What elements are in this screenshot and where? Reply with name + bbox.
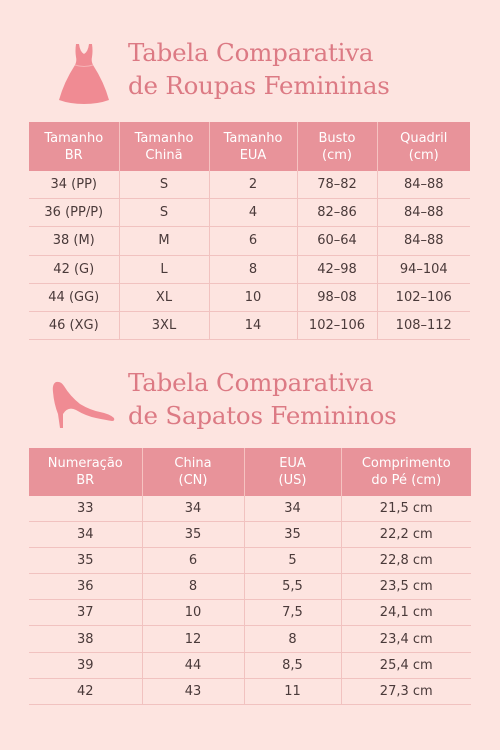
table-cell: 6 — [209, 227, 297, 255]
table-row — [29, 548, 471, 574]
table-cell: 42 — [29, 678, 142, 704]
table-cell: 84–88 — [377, 171, 470, 199]
clothes-header-br: Tamanho BR — [29, 122, 119, 171]
table-cell: 5,5 — [244, 574, 341, 600]
shoes-header-china: China (CN) — [142, 448, 244, 496]
table-cell: 46 (XG) — [29, 311, 119, 339]
table-cell: L — [119, 255, 209, 283]
table-row — [29, 311, 470, 339]
table-cell: 21,5 cm — [341, 496, 471, 522]
table-cell: 11 — [244, 678, 341, 704]
table-cell: 8 — [209, 255, 297, 283]
table-row — [29, 255, 470, 283]
table-cell: 35 — [142, 522, 244, 548]
table-cell: S — [119, 199, 209, 227]
table-cell: 38 (M) — [29, 227, 119, 255]
clothes-title — [128, 36, 390, 102]
table-row — [29, 199, 470, 227]
table-row — [29, 678, 471, 704]
clothes-header-quadril: Quadril (cm) — [377, 122, 470, 171]
table-cell: S — [119, 171, 209, 199]
shoes-header-numeracao: Numeração BR — [29, 448, 142, 496]
high-heel-shoe-icon — [50, 378, 116, 430]
table-cell: 36 — [29, 574, 142, 600]
table-row — [29, 574, 471, 600]
table-cell: 3XL — [119, 311, 209, 339]
clothes-header-china: Tamanho Chinã — [119, 122, 209, 171]
shoes-title-line2: de Sapatos Femininos — [128, 401, 397, 430]
clothes-title-line1: Tabela Comparativa — [128, 38, 374, 67]
table-cell: 78–82 — [297, 171, 377, 199]
table-cell: 5 — [244, 548, 341, 574]
table-cell: 23,5 cm — [341, 574, 471, 600]
table-cell: 6 — [142, 548, 244, 574]
table-cell: 8,5 — [244, 652, 341, 678]
table-cell: 22,2 cm — [341, 522, 471, 548]
table-cell: 98–08 — [297, 283, 377, 311]
table-cell: 34 — [244, 496, 341, 522]
dress-icon — [58, 42, 110, 104]
clothes-section-header — [0, 36, 500, 108]
table-cell: 102–106 — [297, 311, 377, 339]
table-cell: 37 — [29, 600, 142, 626]
table-row — [29, 496, 471, 522]
table-cell: 44 (GG) — [29, 283, 119, 311]
table-cell: 84–88 — [377, 199, 470, 227]
table-cell: 7,5 — [244, 600, 341, 626]
table-row — [29, 171, 470, 199]
table-cell: 12 — [142, 626, 244, 652]
table-cell: 23,4 cm — [341, 626, 471, 652]
table-cell: 34 (PP) — [29, 171, 119, 199]
table-cell: 34 — [142, 496, 244, 522]
table-cell: 8 — [142, 574, 244, 600]
table-cell: 14 — [209, 311, 297, 339]
table-cell: 39 — [29, 652, 142, 678]
table-cell: 42–98 — [297, 255, 377, 283]
shoes-header-eua: EUA (US) — [244, 448, 341, 496]
clothes-header-eua: Tamanho EUA — [209, 122, 297, 171]
table-row — [29, 652, 471, 678]
table-cell: 27,3 cm — [341, 678, 471, 704]
table-cell: 108–112 — [377, 311, 470, 339]
shoes-header-row — [29, 448, 471, 496]
table-cell: M — [119, 227, 209, 255]
table-row — [29, 227, 470, 255]
table-cell: 84–88 — [377, 227, 470, 255]
table-cell: 22,8 cm — [341, 548, 471, 574]
clothes-title-line2: de Roupas Femininas — [128, 71, 390, 100]
table-cell: 42 (G) — [29, 255, 119, 283]
table-cell: 24,1 cm — [341, 600, 471, 626]
shoes-section-header — [0, 366, 500, 436]
shoes-header-comprimento: Comprimento do Pé (cm) — [341, 448, 471, 496]
table-cell: 82–86 — [297, 199, 377, 227]
table-cell: 38 — [29, 626, 142, 652]
table-cell: 10 — [209, 283, 297, 311]
table-cell: 102–106 — [377, 283, 470, 311]
shoes-title — [128, 366, 397, 432]
table-cell: 94–104 — [377, 255, 470, 283]
table-row — [29, 626, 471, 652]
shoes-size-table — [29, 448, 471, 705]
table-row — [29, 600, 471, 626]
table-cell: 44 — [142, 652, 244, 678]
clothes-header-row — [29, 122, 470, 171]
table-cell: 33 — [29, 496, 142, 522]
clothes-size-table — [29, 122, 470, 340]
table-cell: 43 — [142, 678, 244, 704]
table-cell: 34 — [29, 522, 142, 548]
table-cell: 60–64 — [297, 227, 377, 255]
table-cell: 2 — [209, 171, 297, 199]
table-cell: 35 — [29, 548, 142, 574]
table-cell: 25,4 cm — [341, 652, 471, 678]
shoes-title-line1: Tabela Comparativa — [128, 368, 374, 397]
table-cell: 36 (PP/P) — [29, 199, 119, 227]
clothes-header-busto: Busto (cm) — [297, 122, 377, 171]
table-cell: 4 — [209, 199, 297, 227]
table-cell: 10 — [142, 600, 244, 626]
table-row — [29, 522, 471, 548]
table-cell: 35 — [244, 522, 341, 548]
table-cell: 8 — [244, 626, 341, 652]
table-row — [29, 283, 470, 311]
table-cell: XL — [119, 283, 209, 311]
